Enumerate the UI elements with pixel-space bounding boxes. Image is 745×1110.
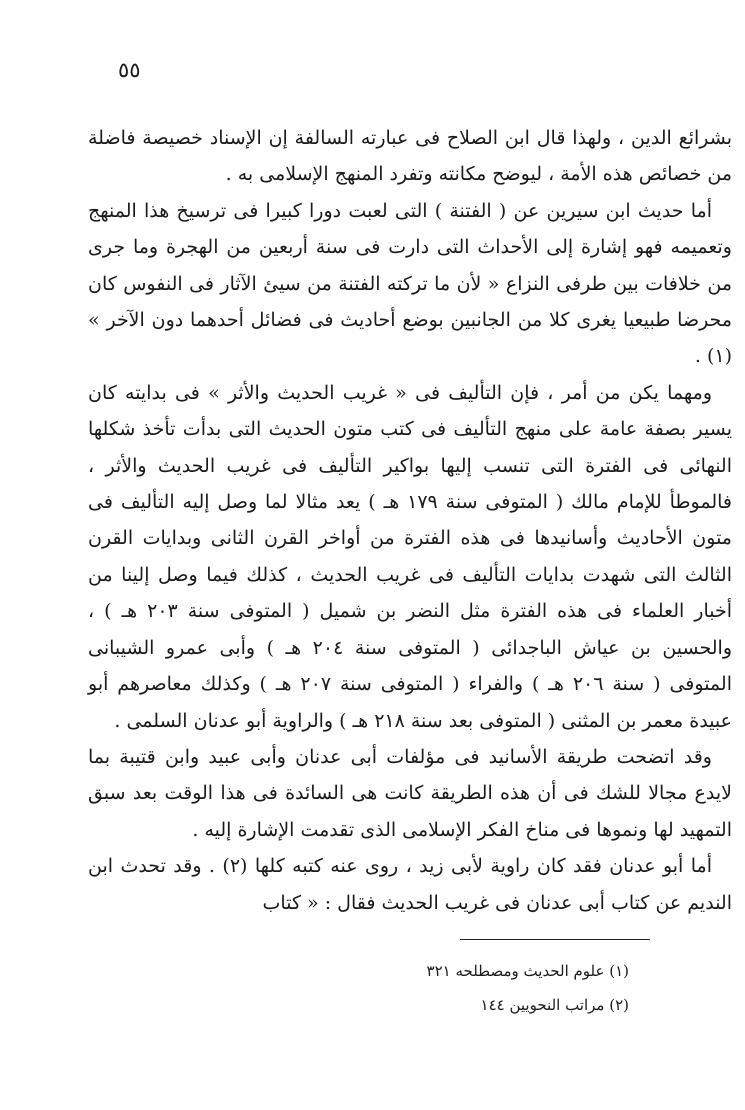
footnote: (٢) مراتب النحويين ١٤٤ [480, 996, 629, 1014]
paragraph: أما حديث ابن سيرين عن ( الفتنة ) التى لعبت دورا كبيرا فى ترسيخ هذا المنهج وتعميمه فهو إشارة إلى الأحداث التى دارت فى سنة أربعين من الهجرة وما جرى من خلافات بين طرفى النزاع « لأن ما تركته الفتنة من سيئ الآثار فى النفوس كان محرضا طبيعيا يغرى كلا من الجانبين بوضع أحاديث فى فضائل أحدهما دون الآخر » (١) . [88, 199, 732, 368]
footnotes [427, 954, 629, 1022]
paragraph: وقد اتضحت طريقة الأسانيد فى مؤلفات أبى عدنان وأبى عبيد وابن قتيبة بما لايدع مجالا للشك فى أن هذه الطريقة كانت هى السائدة فى هذا الوقت بعد سبق التمهيد لها ونموها فى مناخ الفكر الإسلامى الذى تقدمت الإشارة إليه . [88, 745, 732, 841]
paragraph: ومهما يكن من أمر ، فإن التأليف فى « غريب الحديث والأثر » فى بدايته كان يسير بصفة عامة على منهج التأليف فى كتب متون الحديث التى بدأت تأخذ شكلها النهائى فى الفترة التى تنسب إليها بواكير التأليف فى غريب الحديث والأثر ، فالموطأ للإمام مالك ( المتوفى سنة ١٧٩ هـ ) يعد مثالا لما وصل إليه التأليف فى متون الأحاديث وأسانيدها فى هذه الفترة من أواخر القرن الثانى وبدايات القرن الثالث التى شهدت بدايات التأليف فى غريب الحديث ، كذلك فيما وصل إلينا من أخبار العلماء فى هذه الفترة مثل النضر بن شميل ( المتوفى سنة ٢٠٣ هـ ) ، والحسين بن عياش الباجدائى ( المتوفى سنة ٢٠٤ هـ ) وأبى عمرو الشيبانى المتوفى ( سنة ٢٠٦ هـ ) والفراء ( المتوفى سنة ٢٠٧ هـ ) وكذلك معاصرهم أبو عبيدة معمر بن المثنى ( المتوفى بعد سنة ٢١٨ هـ ) والراوية أبو عدنان السلمى . [88, 381, 732, 732]
footnote: (١) علوم الحديث ومصطلحه ٣٢١ [426, 962, 629, 980]
paragraph: أما أبو عدنان فقد كان راوية لأبى زيد ، روى عنه كتبه كلها (٢) . وقد تحدث ابن النديم عن كتاب أبى عدنان فى غريب الحديث فقال : « كتاب [88, 855, 732, 914]
page-number: ٥٥ [118, 58, 141, 82]
body-text [88, 120, 732, 921]
footnote-separator [460, 939, 650, 940]
paragraph: بشرائع الدين ، ولهذا قال ابن الصلاح فى عبارته السالفة إن الإسناد خصيصة فاضلة من خصائص هذه الأمة ، ليوضح مكانته وتفرد المنهج الإسلامى به . [88, 127, 732, 186]
